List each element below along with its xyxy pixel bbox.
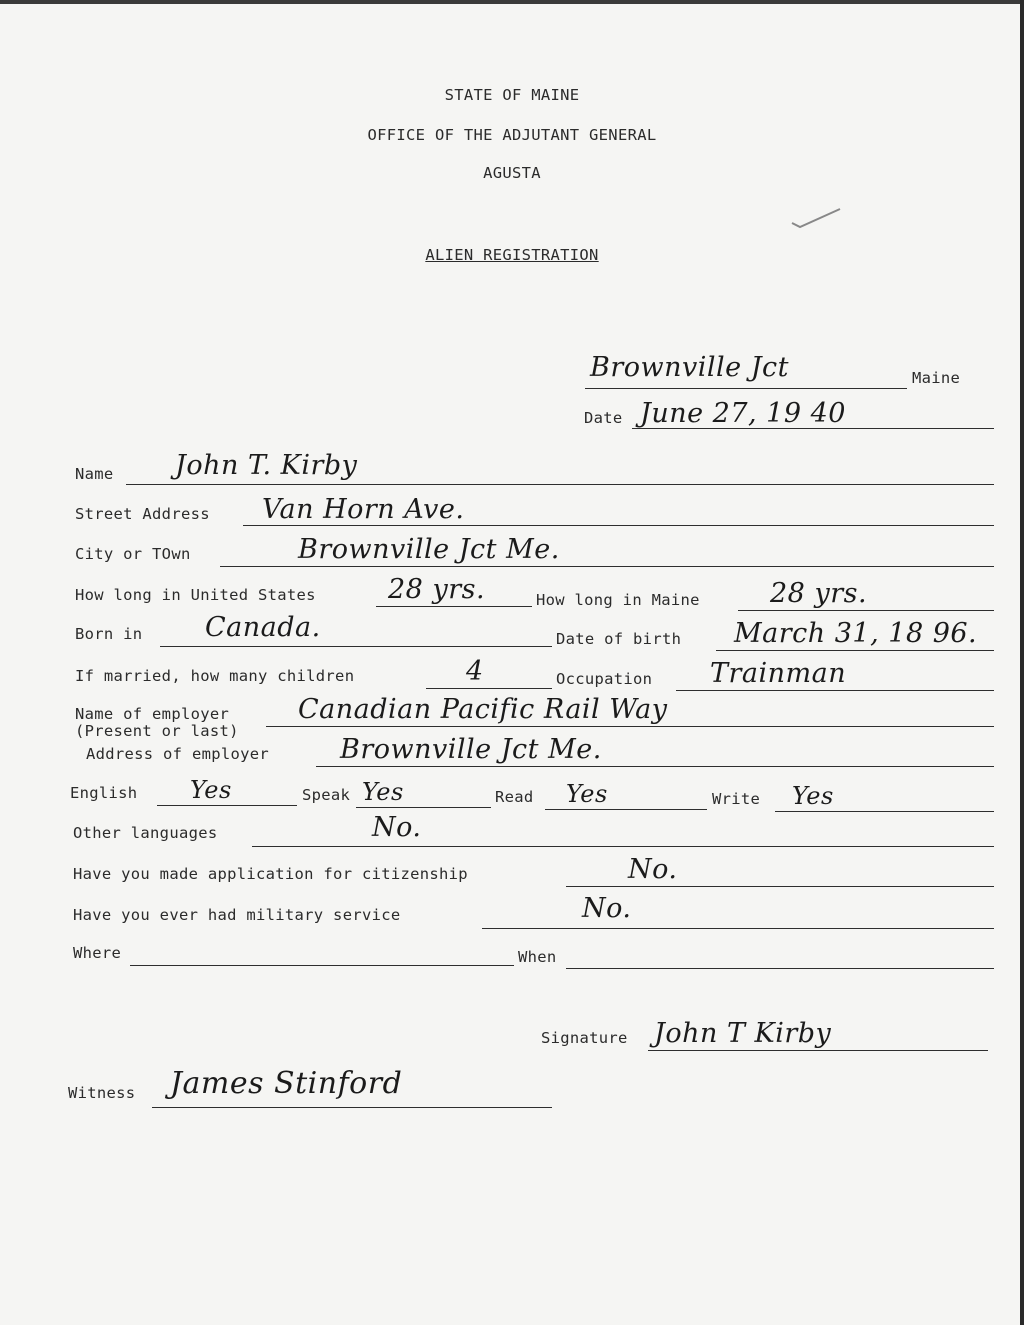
date-line (632, 428, 994, 429)
form-title: ALIEN REGISTRATION (425, 246, 599, 264)
occupation-line (676, 690, 994, 691)
signature-value: John T Kirby (654, 1018, 832, 1049)
scan-top-edge (0, 0, 1024, 4)
header-state: STATE OF MAINE (444, 86, 580, 104)
how-long-us-line (376, 606, 532, 607)
where-line (130, 965, 514, 966)
children-label: If married, how many children (75, 667, 355, 685)
town-line (585, 388, 907, 389)
citizenship-label: Have you made application for citizenship (73, 865, 468, 883)
name-label: Name (75, 465, 114, 483)
how-long-maine-label: How long in Maine (536, 591, 700, 609)
maine-label: Maine (912, 369, 961, 387)
english-line (157, 805, 297, 806)
date-of-birth-value: March 31, 18 96. (734, 618, 978, 649)
witness-line (152, 1107, 552, 1108)
date-of-birth-line (716, 650, 994, 651)
signature-label: Signature (541, 1029, 628, 1047)
speak-value: Yes (362, 778, 404, 806)
how-long-us-label: How long in United States (75, 586, 316, 604)
english-value: Yes (190, 776, 232, 804)
city-label: City or TOwn (75, 545, 191, 563)
occupation-label: Occupation (556, 670, 653, 688)
employer-note: (Present or last) (75, 722, 239, 740)
signature-line (648, 1050, 988, 1051)
name-value: John T. Kirby (175, 450, 358, 481)
when-label: When (518, 948, 557, 966)
where-label: Where (73, 944, 122, 962)
employer-label: Name of employer (75, 705, 230, 723)
speak-line (356, 807, 491, 808)
children-value: 4 (466, 656, 484, 687)
speak-label: Speak (302, 786, 351, 804)
city-line (220, 566, 994, 567)
born-in-value: Canada. (205, 612, 321, 643)
military-label: Have you ever had military service (73, 906, 401, 924)
citizenship-line (566, 886, 994, 887)
witness-label: Witness (68, 1084, 136, 1102)
employer-address-label: Address of employer (86, 745, 270, 763)
military-line (482, 928, 994, 929)
date-value: June 27, 19 40 (640, 398, 846, 429)
write-value: Yes (792, 782, 834, 810)
street-value: Van Horn Ave. (262, 494, 465, 525)
employer-address-value: Brownville Jct Me. (340, 734, 602, 765)
how-long-maine-value: 28 yrs. (770, 578, 868, 609)
read-line (545, 809, 707, 810)
how-long-maine-line (738, 610, 994, 611)
witness-value: James Stinford (170, 1066, 403, 1101)
date-label: Date (584, 409, 623, 427)
employer-value: Canadian Pacific Rail Way (298, 694, 668, 725)
header-city: AGUSTA (483, 164, 541, 182)
employer-line (266, 726, 994, 727)
born-in-label: Born in (75, 625, 143, 643)
employer-address-line (316, 766, 994, 767)
children-line (426, 688, 552, 689)
check-mark-icon (790, 205, 842, 229)
town-value: Brownville Jct (590, 352, 790, 383)
military-value: No. (582, 893, 632, 924)
street-line (243, 525, 994, 526)
other-languages-line (252, 846, 994, 847)
city-value: Brownville Jct Me. (298, 534, 560, 565)
write-label: Write (712, 790, 761, 808)
header-office: OFFICE OF THE ADJUTANT GENERAL (367, 126, 657, 144)
name-line (126, 484, 994, 485)
when-line (566, 968, 994, 969)
how-long-us-value: 28 yrs. (388, 574, 486, 605)
write-line (775, 811, 994, 812)
occupation-value: Trainman (710, 658, 847, 689)
read-label: Read (495, 788, 534, 806)
english-label: English (70, 784, 138, 802)
other-languages-value: No. (372, 812, 422, 843)
other-languages-label: Other languages (73, 824, 218, 842)
born-in-line (160, 646, 552, 647)
read-value: Yes (566, 780, 608, 808)
date-of-birth-label: Date of birth (556, 630, 682, 648)
street-label: Street Address (75, 505, 210, 523)
scan-right-edge (1020, 0, 1024, 1325)
citizenship-value: No. (628, 854, 678, 885)
